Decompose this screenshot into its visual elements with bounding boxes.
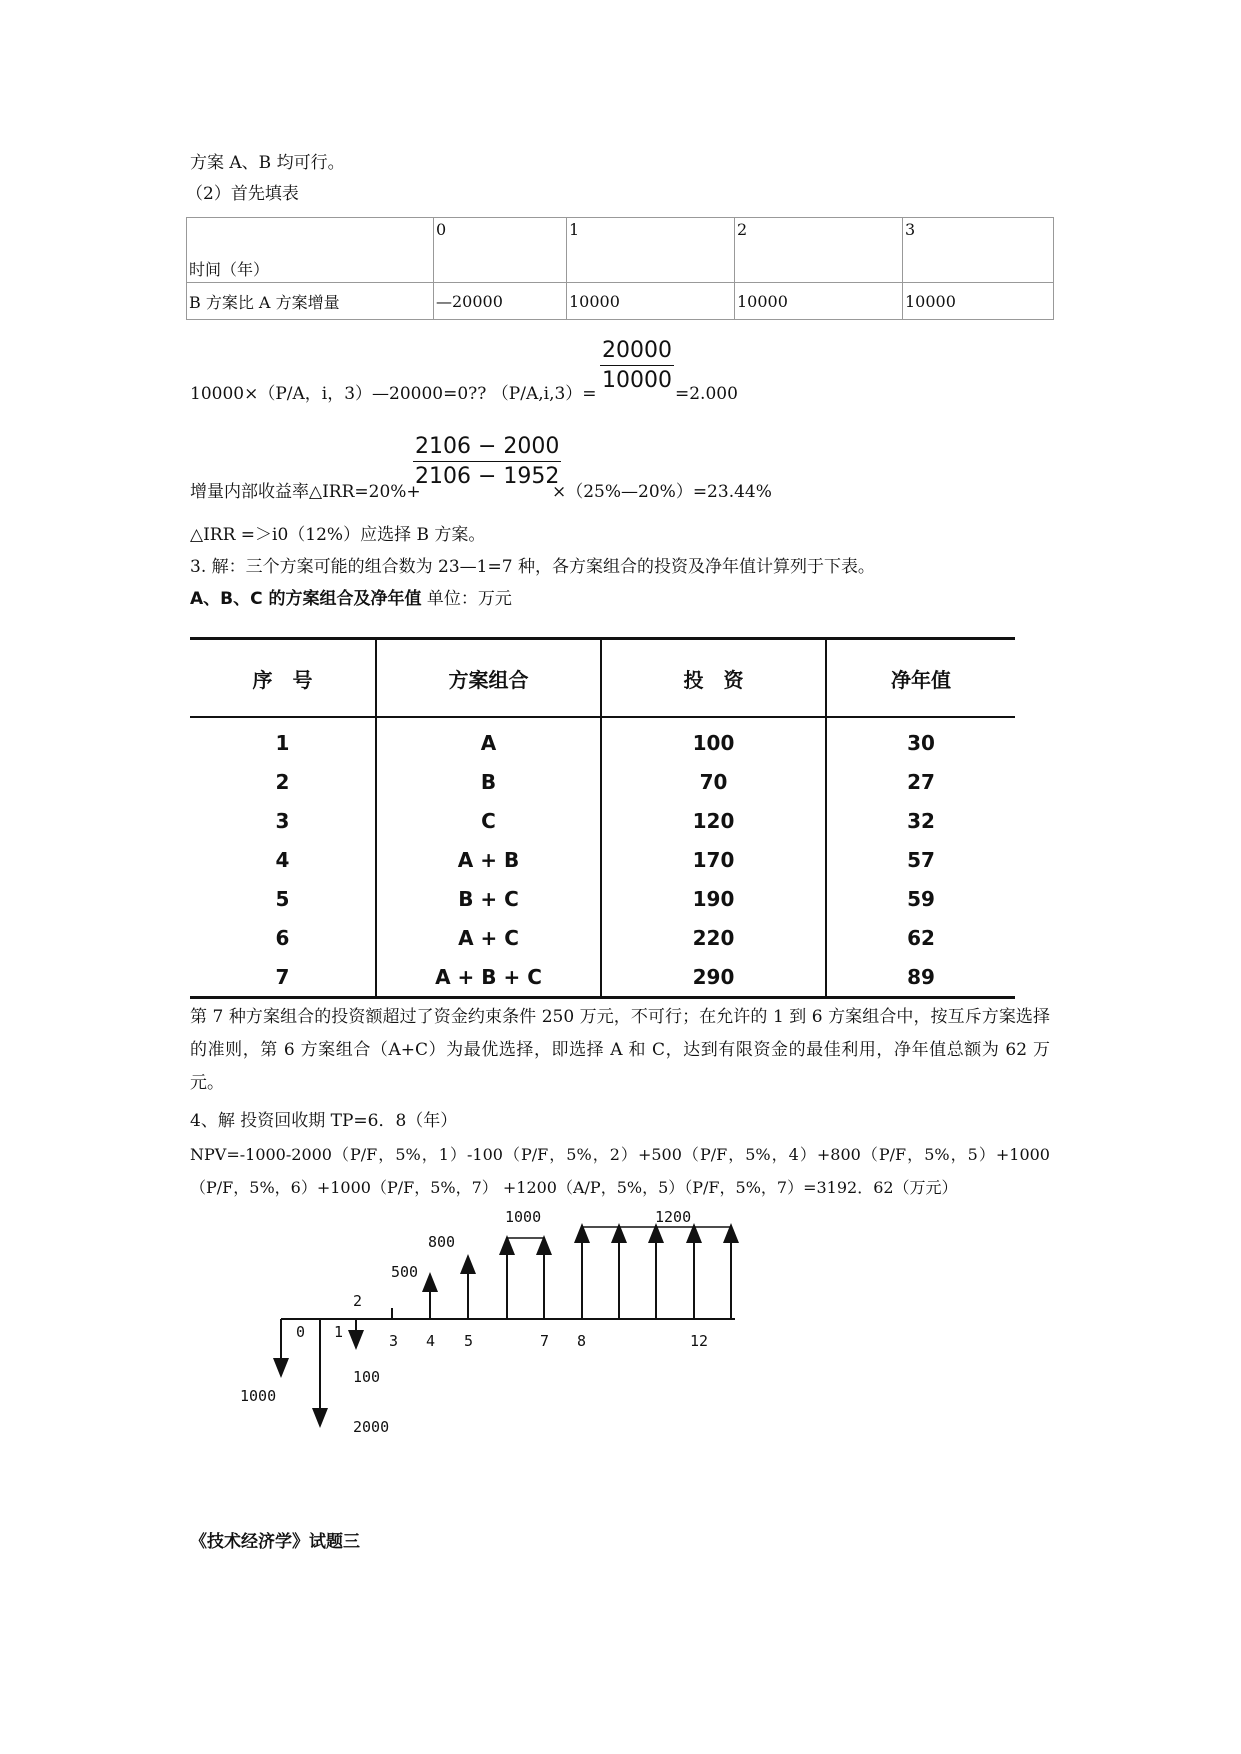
table-cell: 59 xyxy=(826,879,1015,918)
table-cell: 32 xyxy=(826,801,1015,840)
period-label: 3 xyxy=(389,1332,399,1350)
equation-suffix: ×（25%—20%）=23.44% xyxy=(552,482,772,502)
npv-paragraph: NPV=-1000-2000（P/F，5%，1）-100（P/F，5%，2）+500（P/F，5%，4）+800（P/F，5%，5）+1000（P/F，5%，6）+1000（P/F，5%，7） +1200（A/P，5%，5）（P/F，5%，7）=3192．62（万元） xyxy=(190,1145,1050,1197)
period-label: 5 xyxy=(464,1332,474,1350)
table-title: A、B、C 的方案组合及净年值 xyxy=(190,589,422,609)
table-cell: 89 xyxy=(826,957,1015,998)
text-line: △IRR =＞i0（12%）应选择 B 方案。 xyxy=(190,525,486,545)
table-cell: 290 xyxy=(601,957,826,998)
table-cell: 62 xyxy=(826,918,1015,957)
table-cell: 1 xyxy=(275,730,290,755)
text-line: 4、解 投资回收期 TP=6．8（年） xyxy=(190,1111,458,1131)
period-label: 12 xyxy=(690,1332,709,1350)
period-label: 8 xyxy=(577,1332,587,1350)
text-line: 3. 解：三个方案可能的组合数为 23—1=7 种，各方案组合的投资及净年值计算列于下表。 xyxy=(190,557,875,577)
table-cell: B xyxy=(376,762,601,801)
table-cell: 70 xyxy=(601,762,826,801)
table-cell: 220 xyxy=(601,918,826,957)
table-cell: 4 xyxy=(275,847,290,872)
period-label: 1 xyxy=(334,1323,344,1341)
conclusion-paragraph: 第 7 种方案组合的投资额超过了资金约束条件 250 万元，不可行；在允许的 1 到 6 方案组合中，按互斥方案选择的准则，第 6 方案组合（A+C）为最优选择，即选择 A 和 C，达到有限资金的最佳利用，净年值总额为 62 万元。 xyxy=(190,1007,1050,1093)
table-header-cell: 1 xyxy=(567,218,735,283)
text-line: 方案 A、B 均可行。 xyxy=(190,153,345,173)
fraction-numerator: 2106 − 2000 xyxy=(413,434,561,462)
column-header: 方案组合 xyxy=(376,639,601,718)
table-row xyxy=(190,717,1015,762)
table-cell: 27 xyxy=(826,762,1015,801)
increment-table xyxy=(186,217,1054,320)
flow-value-label: 1000 xyxy=(505,1208,542,1226)
flow-value-label: 1200 xyxy=(655,1208,692,1226)
table-cell: 5 xyxy=(275,886,290,911)
table-row xyxy=(190,801,1015,840)
table-cell: B 方案比 A 方案增量 xyxy=(187,283,434,320)
table-row xyxy=(190,957,1015,998)
table-cell: 2 xyxy=(275,769,290,794)
table-cell: 30 xyxy=(826,717,1015,762)
table-caption xyxy=(190,588,512,610)
equation-suffix: =2.000 xyxy=(675,384,738,404)
table-cell: 7 xyxy=(190,957,376,998)
table-cell: A + C xyxy=(376,918,601,957)
table-cell: 10000 xyxy=(903,283,1054,320)
table-header-cell: 时间（年） xyxy=(187,218,434,283)
table-row xyxy=(190,918,1015,957)
table-row xyxy=(190,879,1015,918)
fraction-numerator: 20000 xyxy=(600,338,674,366)
table-header-cell: 3 xyxy=(903,218,1054,283)
fraction-denominator: 10000 xyxy=(602,368,672,393)
period-label: 7 xyxy=(540,1332,550,1350)
cash-flow-diagram xyxy=(0,1200,800,1460)
combination-table xyxy=(190,637,1015,999)
column-header: 投 资 xyxy=(601,639,826,718)
flow-value-label: 100 xyxy=(353,1368,381,1386)
column-header: 净年值 xyxy=(826,639,1015,718)
table-row xyxy=(190,840,1015,879)
period-label: 2 xyxy=(353,1292,363,1310)
flow-value-label: 800 xyxy=(428,1233,456,1251)
table-cell: A + B xyxy=(376,840,601,879)
text-line: （2）首先填表 xyxy=(186,184,299,204)
table-cell: A + B + C xyxy=(376,957,601,998)
flow-value-label: 1000 xyxy=(240,1387,277,1405)
period-label: 0 xyxy=(296,1323,306,1341)
table-header-cell: 0 xyxy=(434,218,567,283)
table-header-cell: 2 xyxy=(735,218,903,283)
table-cell: C xyxy=(376,801,601,840)
table-cell: 6 xyxy=(275,925,290,950)
table-row xyxy=(190,762,1015,801)
table-cell: 10000 xyxy=(567,283,735,320)
table-cell: 120 xyxy=(601,801,826,840)
table-unit: 单位：万元 xyxy=(426,589,512,609)
table-cell: 57 xyxy=(826,840,1015,879)
table-cell: B + C xyxy=(376,879,601,918)
table-cell: —20000 xyxy=(434,283,567,320)
flow-value-label: 500 xyxy=(391,1263,419,1281)
table-cell: A xyxy=(376,717,601,762)
flow-value-label: 2000 xyxy=(353,1418,390,1436)
fraction-denominator: 2106 − 1952 xyxy=(415,464,560,489)
equation-prefix: 10000×（P/A，i，3）—20000=0?? （P/A,i,3）= xyxy=(190,384,597,404)
equation-prefix: 增量内部收益率△IRR=20%+ xyxy=(190,482,421,502)
fraction xyxy=(413,434,561,489)
period-label: 4 xyxy=(426,1332,436,1350)
fraction xyxy=(600,338,674,393)
table-cell: 170 xyxy=(601,840,826,879)
column-header: 序 号 xyxy=(190,639,376,718)
table-cell: 10000 xyxy=(735,283,903,320)
table-cell: 190 xyxy=(601,879,826,918)
section-title: 《技术经济学》试题三 xyxy=(190,1532,360,1552)
table-cell: 100 xyxy=(601,717,826,762)
table-cell: 3 xyxy=(275,808,290,833)
